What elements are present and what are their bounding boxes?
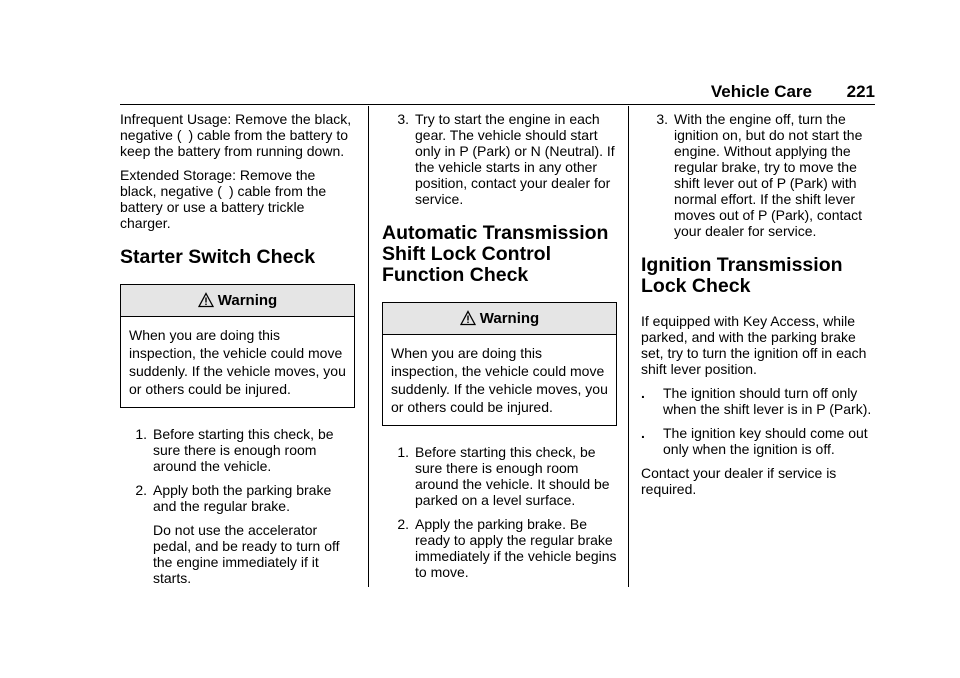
column-divider [368,106,369,587]
list-text: Apply both the parking brake and the regular brake. [153,482,332,514]
warning-text: When you are doing this inspection, the vehicle could move suddenly. If the vehicle moves, you or others could be injured. [391,345,608,415]
section-title: Vehicle Care [710,82,812,101]
column-middle [382,111,617,588]
warning-icon [198,288,214,319]
warning-title: Warning [479,310,540,327]
paragraph-outro: Contact your dealer if service is required. [641,465,837,497]
heading-shift-lock-check: Automatic Transmission Shift Lock Control Function Check [382,222,609,286]
warning-header [121,285,354,317]
bullet-text: The ignition key should come out only when the ignition is off. [663,425,868,457]
list-item [120,482,355,514]
page-number: 221 [846,82,875,101]
bullet-item [641,425,876,457]
paragraph-extended-storage: Extended Storage: Remove the black, negative ( ) cable from the battery or use a battery trickle charger. [120,167,327,231]
bullet-text: The ignition should turn off only when the shift lever is in P (Park). [663,385,872,417]
list-subparagraph: Do not use the accelerator pedal, and be ready to turn off the engine immediately if it starts. [153,522,340,586]
warning-text: When you are doing this inspection, the vehicle could move suddenly. If the vehicle moves, you or others could be injured. [129,327,346,397]
list-number: 2. [397,516,409,532]
warning-title: Warning [217,292,278,309]
warning-header [383,303,616,335]
list-item [120,426,355,474]
list-item [382,444,617,508]
column-left [120,111,355,594]
paragraph-infrequent-usage: Infrequent Usage: Remove the black, negative ( ) cable from the battery to keep the battery from running down. [120,111,352,159]
bullet-item [641,385,876,417]
list-number: 1. [397,444,409,460]
column-right [641,111,876,505]
list-number: 1. [135,426,147,442]
warning-box [382,302,617,426]
list-number: 3. [656,111,668,127]
list-item [382,516,617,580]
page-header [120,82,875,105]
heading-ignition-lock-check: Ignition Transmission Lock Check [641,254,843,297]
list-text: Before starting this check, be sure there is enough room around the vehicle. It should be parked on a level surface. [415,444,610,508]
list-text: Try to start the engine in each gear. The vehicle should start only in P (Park) or N (Neutral). If the vehicle starts in any other position, contact your dealer for service. [415,111,615,207]
bullet-mark: . [641,425,645,441]
list-item [382,111,617,207]
list-item [641,111,876,239]
warning-box [120,284,355,408]
list-text: Before starting this check, be sure there is enough room around the vehicle. [153,426,334,474]
list-number: 2. [135,482,147,498]
list-number: 3. [397,111,409,127]
paragraph-intro: If equipped with Key Access, while parked, and with the parking brake set, try to turn the ignition off in each shift lever position. [641,313,867,377]
heading-starter-switch-check: Starter Switch Check [120,246,316,268]
list-text: With the engine off, turn the ignition on, but do not start the engine. Without applying the regular brake, try to move the shift lever out of P (Park) with normal effort. If the shift lever moves out of P (Park), contact your dealer for service. [674,111,863,239]
list-text: Apply the parking brake. Be ready to apply the regular brake immediately if the vehicle begins to move. [415,516,617,580]
bullet-mark: . [641,385,645,401]
warning-icon [460,306,476,337]
column-divider [628,106,629,587]
